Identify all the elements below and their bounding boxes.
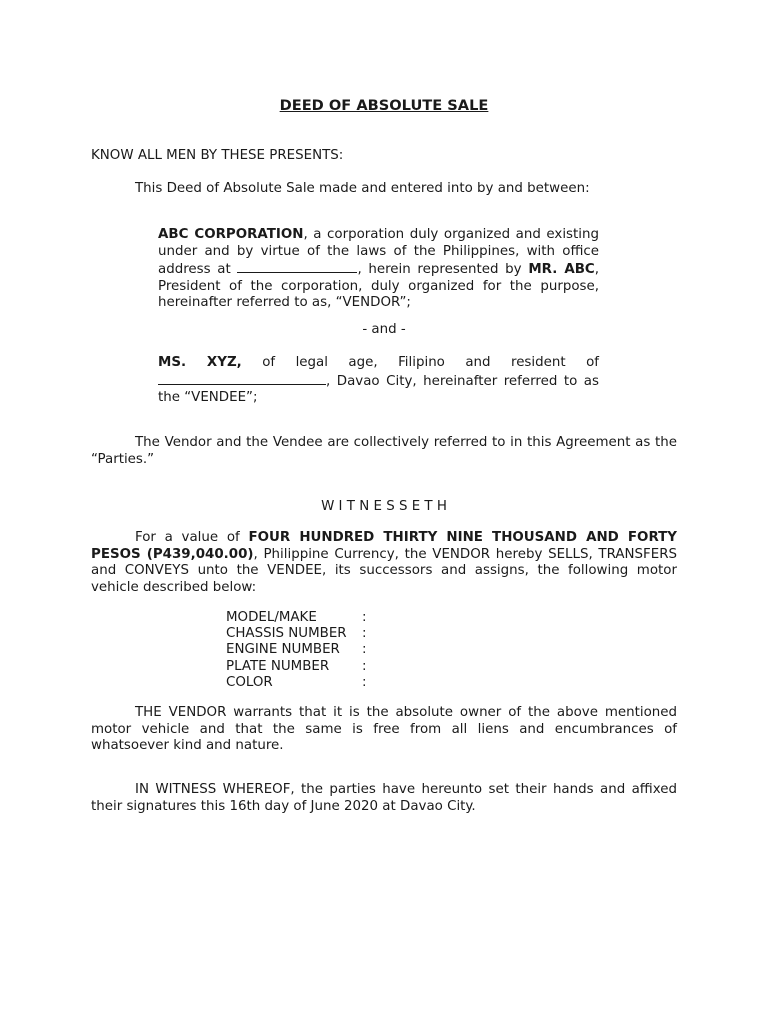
vendor-representative: MR. ABC (528, 262, 595, 278)
vendor-clause (158, 227, 599, 312)
residence-blank (158, 372, 326, 385)
warranty-paragraph: THE VENDOR warrants that it is the absolute owner of the above mentioned motor vehicle and that the same is free from all liens and encumbrances of whatsoever kind and nature. (91, 705, 677, 754)
closing-paragraph: IN WITNESS WHEREOF, the parties have hereunto set their hands and affixed their signatures this 16th day of June 2020 at Davao City. (91, 782, 677, 814)
field-colon: : (362, 642, 367, 658)
parties-paragraph: The Vendor and the Vendee are collectively referred to in this Agreement as the “Parties.” (91, 435, 677, 467)
consideration-post: , Philippine Currency, the VENDOR hereby SELLS, TRANSFERS and CONVEYS unto the VENDEE, its successors and assigns, the following motor vehicle described below: (91, 546, 678, 595)
consideration-amount: FOUR HUNDRED THIRTY NINE THOUSAND AND FORTY PESOS (P439,040.00) (91, 530, 677, 562)
vehicle-field-row (226, 610, 367, 626)
document-title: DEED OF ABSOLUTE SALE (279, 97, 489, 114)
model-make-label: MODEL/MAKE (226, 610, 317, 625)
plate-number-label: PLATE NUMBER (226, 658, 330, 674)
vendee-text-1: of legal age, Filipino and resident (262, 355, 566, 370)
vendor-text-3: , President of the corporation, duly organized for the purpose, hereinafter referred to as, “VENDOR”; (158, 262, 600, 311)
vehicle-field-row (226, 659, 367, 675)
vendor-text-1: , a corporation duly organized and existing under and by virtue of the laws of the Philippines, with office address at (158, 227, 599, 278)
field-colon: : (362, 674, 367, 690)
vendee-text-3: , Davao City, hereinafter referred to as the “VENDEE”; (158, 373, 599, 406)
field-colon: : (362, 610, 367, 625)
and-separator: - and - (362, 322, 406, 337)
chassis-number-label: CHASSIS NUMBER (226, 626, 347, 642)
vehicle-field-row (226, 626, 367, 642)
field-colon: : (362, 658, 367, 674)
vendee-clause (158, 355, 599, 407)
field-colon: : (362, 626, 367, 642)
vendee-text-2: of (586, 355, 599, 370)
vehicle-field-row (226, 675, 367, 691)
intro-paragraph: This Deed of Absolute Sale made and entered into by and between: (135, 181, 590, 196)
vendor-name: ABC CORPORATION (158, 227, 304, 242)
vendor-text-2: , herein represented by (357, 262, 522, 278)
vendee-name: MS. XYZ, (158, 355, 242, 370)
vehicle-field-row (226, 642, 367, 658)
color-label: COLOR (226, 674, 273, 690)
consideration-paragraph (91, 530, 677, 596)
office-address-blank (237, 260, 357, 273)
engine-number-label: ENGINE NUMBER (226, 642, 340, 658)
witnesseth-heading: W I T N E S S E T H (321, 499, 447, 514)
opening-line: KNOW ALL MEN BY THESE PRESENTS: (91, 148, 344, 163)
consideration-pre: For a value of (135, 530, 240, 545)
vehicle-details (226, 610, 367, 691)
